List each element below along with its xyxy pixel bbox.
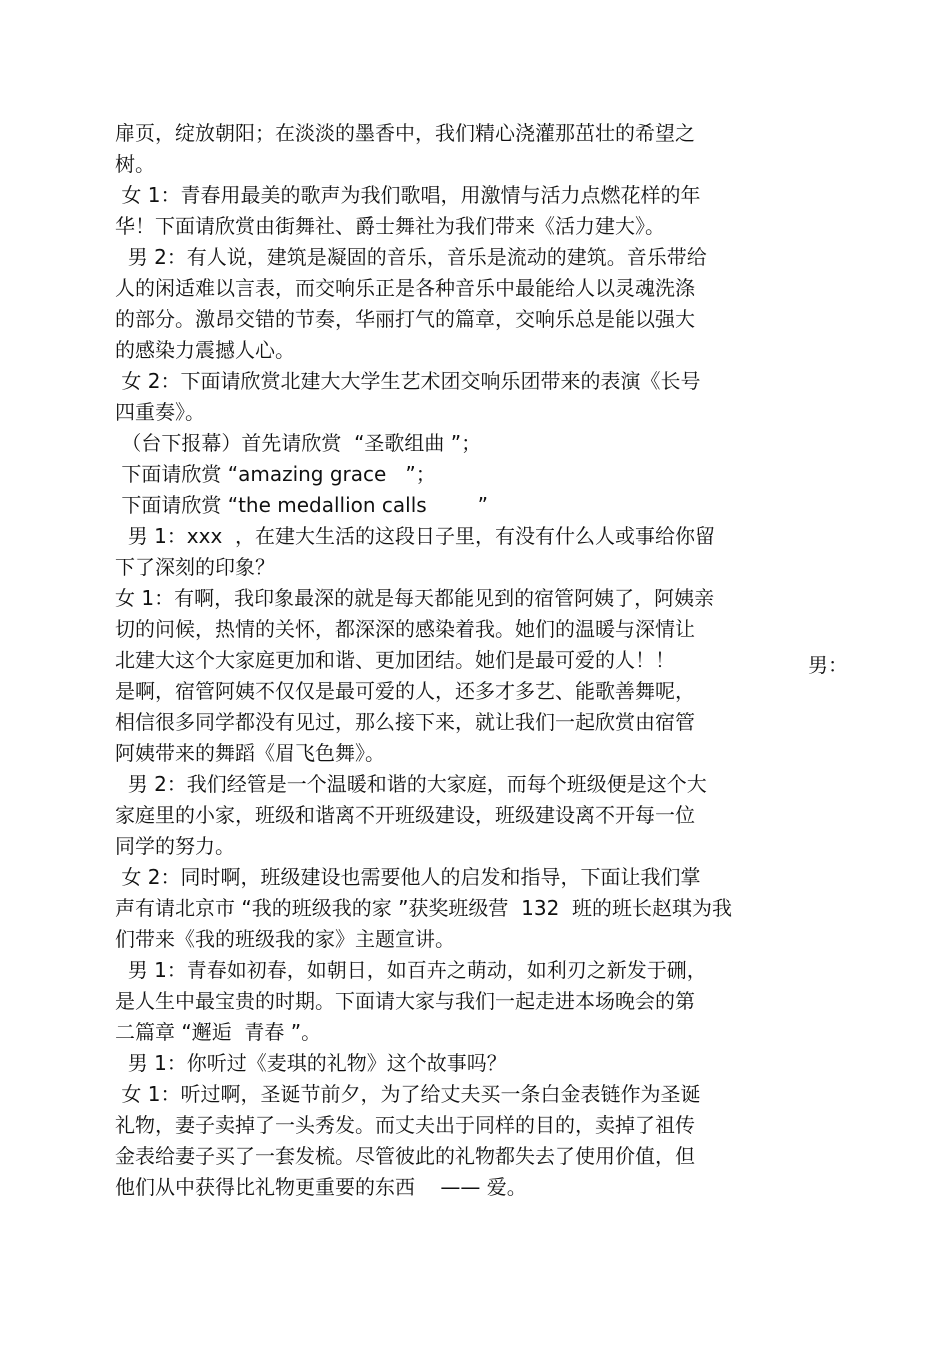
text-line: 北建大这个大家庭更加和谐、更加团结。她们是最可爱的人！！: [115, 648, 675, 672]
text-line: 是人生中最宝贵的时期。下面请大家与我们一起走进本场晚会的第: [115, 989, 695, 1013]
text-line: 相信很多同学都没有见过，那么接下来，就让我们一起欣赏由宿管: [115, 710, 695, 734]
text-line: 女 2：下面请欣赏北建大大学生艺术团交响乐团带来的表演《长号: [115, 369, 701, 393]
text-line: 男 2：我们经管是一个温暖和谐的大家庭，而每个班级便是这个大: [115, 772, 707, 796]
document-body: [115, 118, 795, 1203]
text-line: 男 1：你听过《麦琪的礼物》这个故事吗？: [115, 1051, 507, 1075]
speaker-side-note: 男：: [808, 653, 848, 677]
text-line: 是啊，宿管阿姨不仅仅是最可爱的人，还多才多艺、能歌善舞呢，: [115, 679, 695, 703]
text-line: 礼物，妻子卖掉了一头秀发。而丈夫出于同样的目的，卖掉了祖传: [115, 1113, 695, 1137]
text-line: 下了深刻的印象？: [115, 555, 275, 579]
text-line: 的部分。激昂交错的节奏，华丽打气的篇章，交响乐总是能以强大: [115, 307, 695, 331]
text-line: 男 1：xxx ，在建大生活的这段日子里，有没有什么人或事给你留: [115, 524, 716, 548]
text-line: 切的问候，热情的关怀，都深深的感染着我。她们的温暖与深情让: [115, 617, 695, 641]
text-line: 人的闲适难以言表，而交响乐正是各种音乐中最能给人以灵魂洗涤: [115, 276, 695, 300]
text-line: 的感染力震撼人心。: [115, 338, 295, 362]
text-line: 四重奏》。: [115, 400, 205, 424]
text-line: 下面请欣赏 “the medallion calls ”: [115, 493, 488, 517]
text-line: 们带来《我的班级我的家》主题宣讲。: [115, 927, 455, 951]
text-line: 下面请欣赏 “amazing grace ”；: [115, 462, 436, 486]
text-line: 女 1：有啊，我印象最深的就是每天都能见到的宿管阿姨了，阿姨亲: [115, 586, 715, 610]
text-line: 声有请北京市 “我的班级我的家 ”获奖班级营 132 班的班长赵琪为我: [115, 896, 733, 920]
text-line: 华！下面请欣赏由街舞社、爵士舞社为我们带来《活力建大》。: [115, 214, 665, 238]
text-line: （台下报幕）首先请欣赏 “圣歌组曲 ”；: [115, 431, 482, 455]
text-line: 扉页，绽放朝阳；在淡淡的墨香中，我们精心浇灌那茁壮的希望之: [115, 121, 695, 145]
text-line: 金表给妻子买了一套发梳。尽管彼此的礼物都失去了使用价值，但: [115, 1144, 695, 1168]
text-line: 家庭里的小家，班级和谐离不开班级建设，班级建设离不开每一位: [115, 803, 695, 827]
text-line: 女 1：青春用最美的歌声为我们歌唱，用激情与活力点燃花样的年: [115, 183, 701, 207]
text-line: 男 2：有人说，建筑是凝固的音乐，音乐是流动的建筑。音乐带给: [115, 245, 707, 269]
text-line: 男 1：青春如初春，如朝日，如百卉之萌动，如利刃之新发于硎，: [115, 958, 707, 982]
text-line: 树。: [115, 152, 155, 176]
text-line: 二篇章 “邂逅 青春 ”。: [115, 1020, 322, 1044]
text-line: 女 1：听过啊，圣诞节前夕，为了给丈夫买一条白金表链作为圣诞: [115, 1082, 701, 1106]
text-line: 阿姨带来的舞蹈《眉飞色舞》。: [115, 741, 385, 765]
text-line: 同学的努力。: [115, 834, 235, 858]
text-line: 他们从中获得比礼物更重要的东西 —— 爱。: [115, 1175, 527, 1199]
text-line: 女 2：同时啊，班级建设也需要他人的启发和指导，下面让我们掌: [115, 865, 701, 889]
